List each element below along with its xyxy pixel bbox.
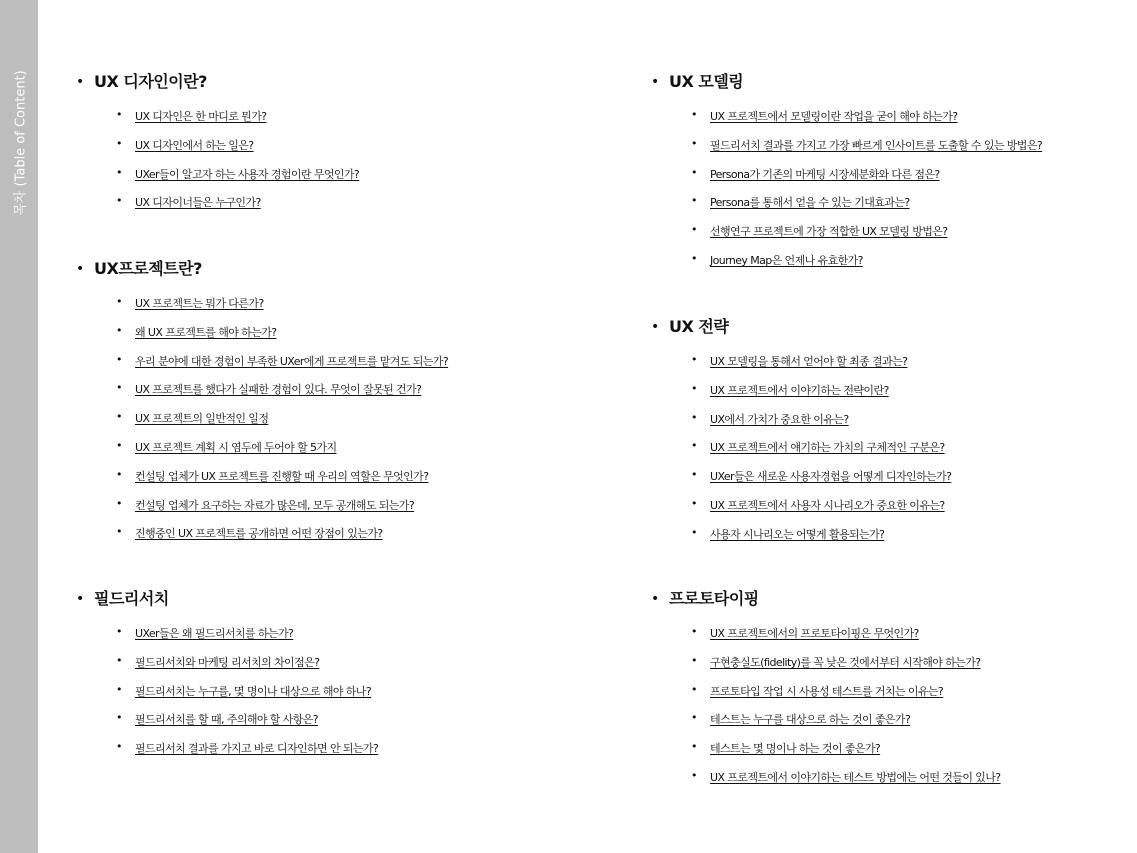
- list-item[interactable]: [70, 708, 378, 737]
- list-item[interactable]: [70, 105, 359, 134]
- list-item[interactable]: [70, 522, 448, 551]
- list-item[interactable]: [645, 680, 1001, 709]
- toc-link[interactable]: 진행중인 UX 프로젝트를 공개하면 어떤 장점이 있는가?: [135, 527, 383, 541]
- list-item[interactable]: [70, 407, 448, 436]
- list-item[interactable]: [645, 651, 1001, 680]
- toc-link[interactable]: 프로토타입 작업 시 사용성 테스트를 거치는 이유는?: [710, 684, 944, 698]
- section-title: • UX 모델링: [669, 72, 743, 92]
- section-items: [645, 350, 951, 552]
- toc-link[interactable]: 필드리서치 결과를 가지고 바로 디자인하면 안 되는가?: [135, 742, 379, 756]
- toc-link[interactable]: 구현충실도(fidelity)를 꼭 낮은 것에서부터 시작해야 하는가?: [710, 655, 981, 669]
- toc-link[interactable]: 테스트는 몇 명이나 하는 것이 좋은가?: [710, 742, 881, 756]
- toc-link[interactable]: UX 프로젝트는 뭐가 다른가?: [135, 297, 264, 310]
- toc-link[interactable]: 컨설팅 업체가 UX 프로젝트를 진행할 때 우리의 역할은 무엇인가?: [135, 469, 429, 483]
- list-item[interactable]: [645, 622, 1001, 651]
- toc-link[interactable]: Persona를 통해서 얻을 수 있는 기대효과는?: [710, 196, 910, 210]
- list-item[interactable]: [645, 408, 951, 437]
- list-item[interactable]: [70, 494, 448, 523]
- list-item[interactable]: [70, 191, 359, 220]
- toc-link[interactable]: UX 프로젝트의 일반적인 일정: [135, 412, 269, 426]
- toc-link[interactable]: 필드리서치 결과를 가지고 가장 빠르게 인사이트를 도출할 수 있는 방법은?: [710, 138, 1043, 152]
- toc-link[interactable]: 컨설팅 업체가 요구하는 자료가 많은데, 모두 공개해도 되는가?: [135, 498, 415, 512]
- toc-link[interactable]: 필드리서치는 누구를, 몇 명이나 대상으로 해야 하나?: [135, 684, 372, 698]
- list-item[interactable]: [70, 378, 448, 407]
- list-item[interactable]: [70, 465, 448, 494]
- sidebar: [0, 0, 38, 853]
- toc-link[interactable]: UX 디자인은 한 마디로 뭔가?: [135, 110, 267, 123]
- list-item[interactable]: [645, 465, 951, 494]
- toc-link[interactable]: 테스트는 누구를 대상으로 하는 것이 좋은가?: [710, 713, 911, 727]
- list-item[interactable]: [70, 321, 448, 350]
- list-item[interactable]: [645, 105, 1042, 134]
- list-item[interactable]: [70, 134, 359, 163]
- list-item[interactable]: [70, 292, 448, 321]
- toc-link[interactable]: UX 프로젝트에서 이야기하는 테스트 방법에는 어떤 것들이 있나?: [710, 770, 1001, 784]
- section-title: • 필드리서치: [94, 589, 169, 609]
- list-item[interactable]: [70, 350, 448, 379]
- section-items: [70, 292, 448, 551]
- toc-link[interactable]: UX 프로젝트에서 사용자 시나리오가 중요한 이유는?: [710, 498, 945, 512]
- toc-link[interactable]: UX 프로젝트에서 모델링이란 작업을 굳이 해야 하는가?: [710, 110, 958, 123]
- toc-link[interactable]: 왜 UX 프로젝트를 해야 하는가?: [135, 325, 277, 339]
- section-title: • UX 디자인이란?: [94, 72, 207, 92]
- list-item[interactable]: [70, 622, 378, 651]
- section-title: • UX 전략: [669, 317, 728, 337]
- toc-link[interactable]: 사용자 시나리오는 어떻게 활용되는가?: [710, 527, 885, 541]
- toc-link[interactable]: UX에서 가치가 중요한 이유는?: [710, 412, 849, 426]
- toc-link[interactable]: 필드리서치를 할 때, 주의해야 할 사항은?: [135, 713, 319, 727]
- toc-link[interactable]: UX 프로젝트에서 얘기하는 가치의 구체적인 구분은?: [710, 441, 945, 455]
- list-item[interactable]: [645, 708, 1001, 737]
- toc-link[interactable]: UX 디자인에서 하는 일은?: [135, 138, 254, 152]
- list-item[interactable]: [645, 191, 1042, 220]
- list-item[interactable]: [645, 220, 1042, 249]
- sidebar-title: 목차 (Table of Content): [13, 70, 29, 216]
- toc-link[interactable]: UXer들은 새로운 사용자경험을 어떻게 디자인하는가?: [710, 470, 952, 484]
- list-item[interactable]: [645, 134, 1042, 163]
- section-items: [70, 105, 359, 220]
- list-item[interactable]: [70, 737, 378, 766]
- toc-link[interactable]: UX 프로젝트를 했다가 실패한 경험이 있다. 무엇이 잘못된 건가?: [135, 383, 422, 397]
- section-items: [70, 622, 378, 766]
- toc-link[interactable]: UX 프로젝트에서의 프로토타이핑은 무엇인가?: [710, 627, 919, 640]
- section-title: • UX프로젝트란?: [94, 259, 202, 279]
- list-item[interactable]: [645, 766, 1001, 795]
- list-item[interactable]: [645, 494, 951, 523]
- toc-link[interactable]: Persona가 기존의 마케팅 시장세분화와 다른 점은?: [710, 167, 940, 181]
- list-item[interactable]: [70, 680, 378, 709]
- list-item[interactable]: [645, 249, 1042, 278]
- toc-link[interactable]: UX 모델링을 통해서 얻어야 할 최종 결과는?: [710, 355, 908, 368]
- list-item[interactable]: [70, 651, 378, 680]
- section-items: [645, 105, 1042, 278]
- list-item[interactable]: [70, 163, 359, 192]
- section-items: [645, 622, 1001, 795]
- list-item[interactable]: [645, 350, 951, 379]
- toc-link[interactable]: 필드리서치와 마케팅 리서치의 차이점은?: [135, 655, 320, 669]
- list-item[interactable]: [645, 436, 951, 465]
- toc-link[interactable]: UX 프로젝트 계획 시 염두에 두어야 할 5가지: [135, 440, 337, 454]
- toc-link[interactable]: UX 프로젝트에서 이야기하는 전략이란?: [710, 383, 889, 397]
- toc-link[interactable]: UXer들이 알고자 하는 사용자 경험이란 무엇인가?: [135, 167, 360, 181]
- list-item[interactable]: [645, 523, 951, 552]
- toc-link[interactable]: Journey Map은 언제나 유효한가?: [710, 253, 863, 267]
- list-item[interactable]: [70, 436, 448, 465]
- list-item[interactable]: [645, 737, 1001, 766]
- list-item[interactable]: [645, 163, 1042, 192]
- list-item[interactable]: [645, 379, 951, 408]
- section-title: • 프로토타이핑: [669, 589, 759, 609]
- toc-link[interactable]: 우리 분야에 대한 경험이 부족한 UXer에게 프로젝트를 맡겨도 되는가?: [135, 354, 449, 368]
- toc-link[interactable]: UXer들은 왜 필드리서치를 하는가?: [135, 627, 294, 640]
- toc-link[interactable]: 선행연구 프로젝트에 가장 적합한 UX 모델링 방법은?: [710, 225, 948, 239]
- toc-link[interactable]: UX 디자이너들은 누구인가?: [135, 196, 261, 210]
